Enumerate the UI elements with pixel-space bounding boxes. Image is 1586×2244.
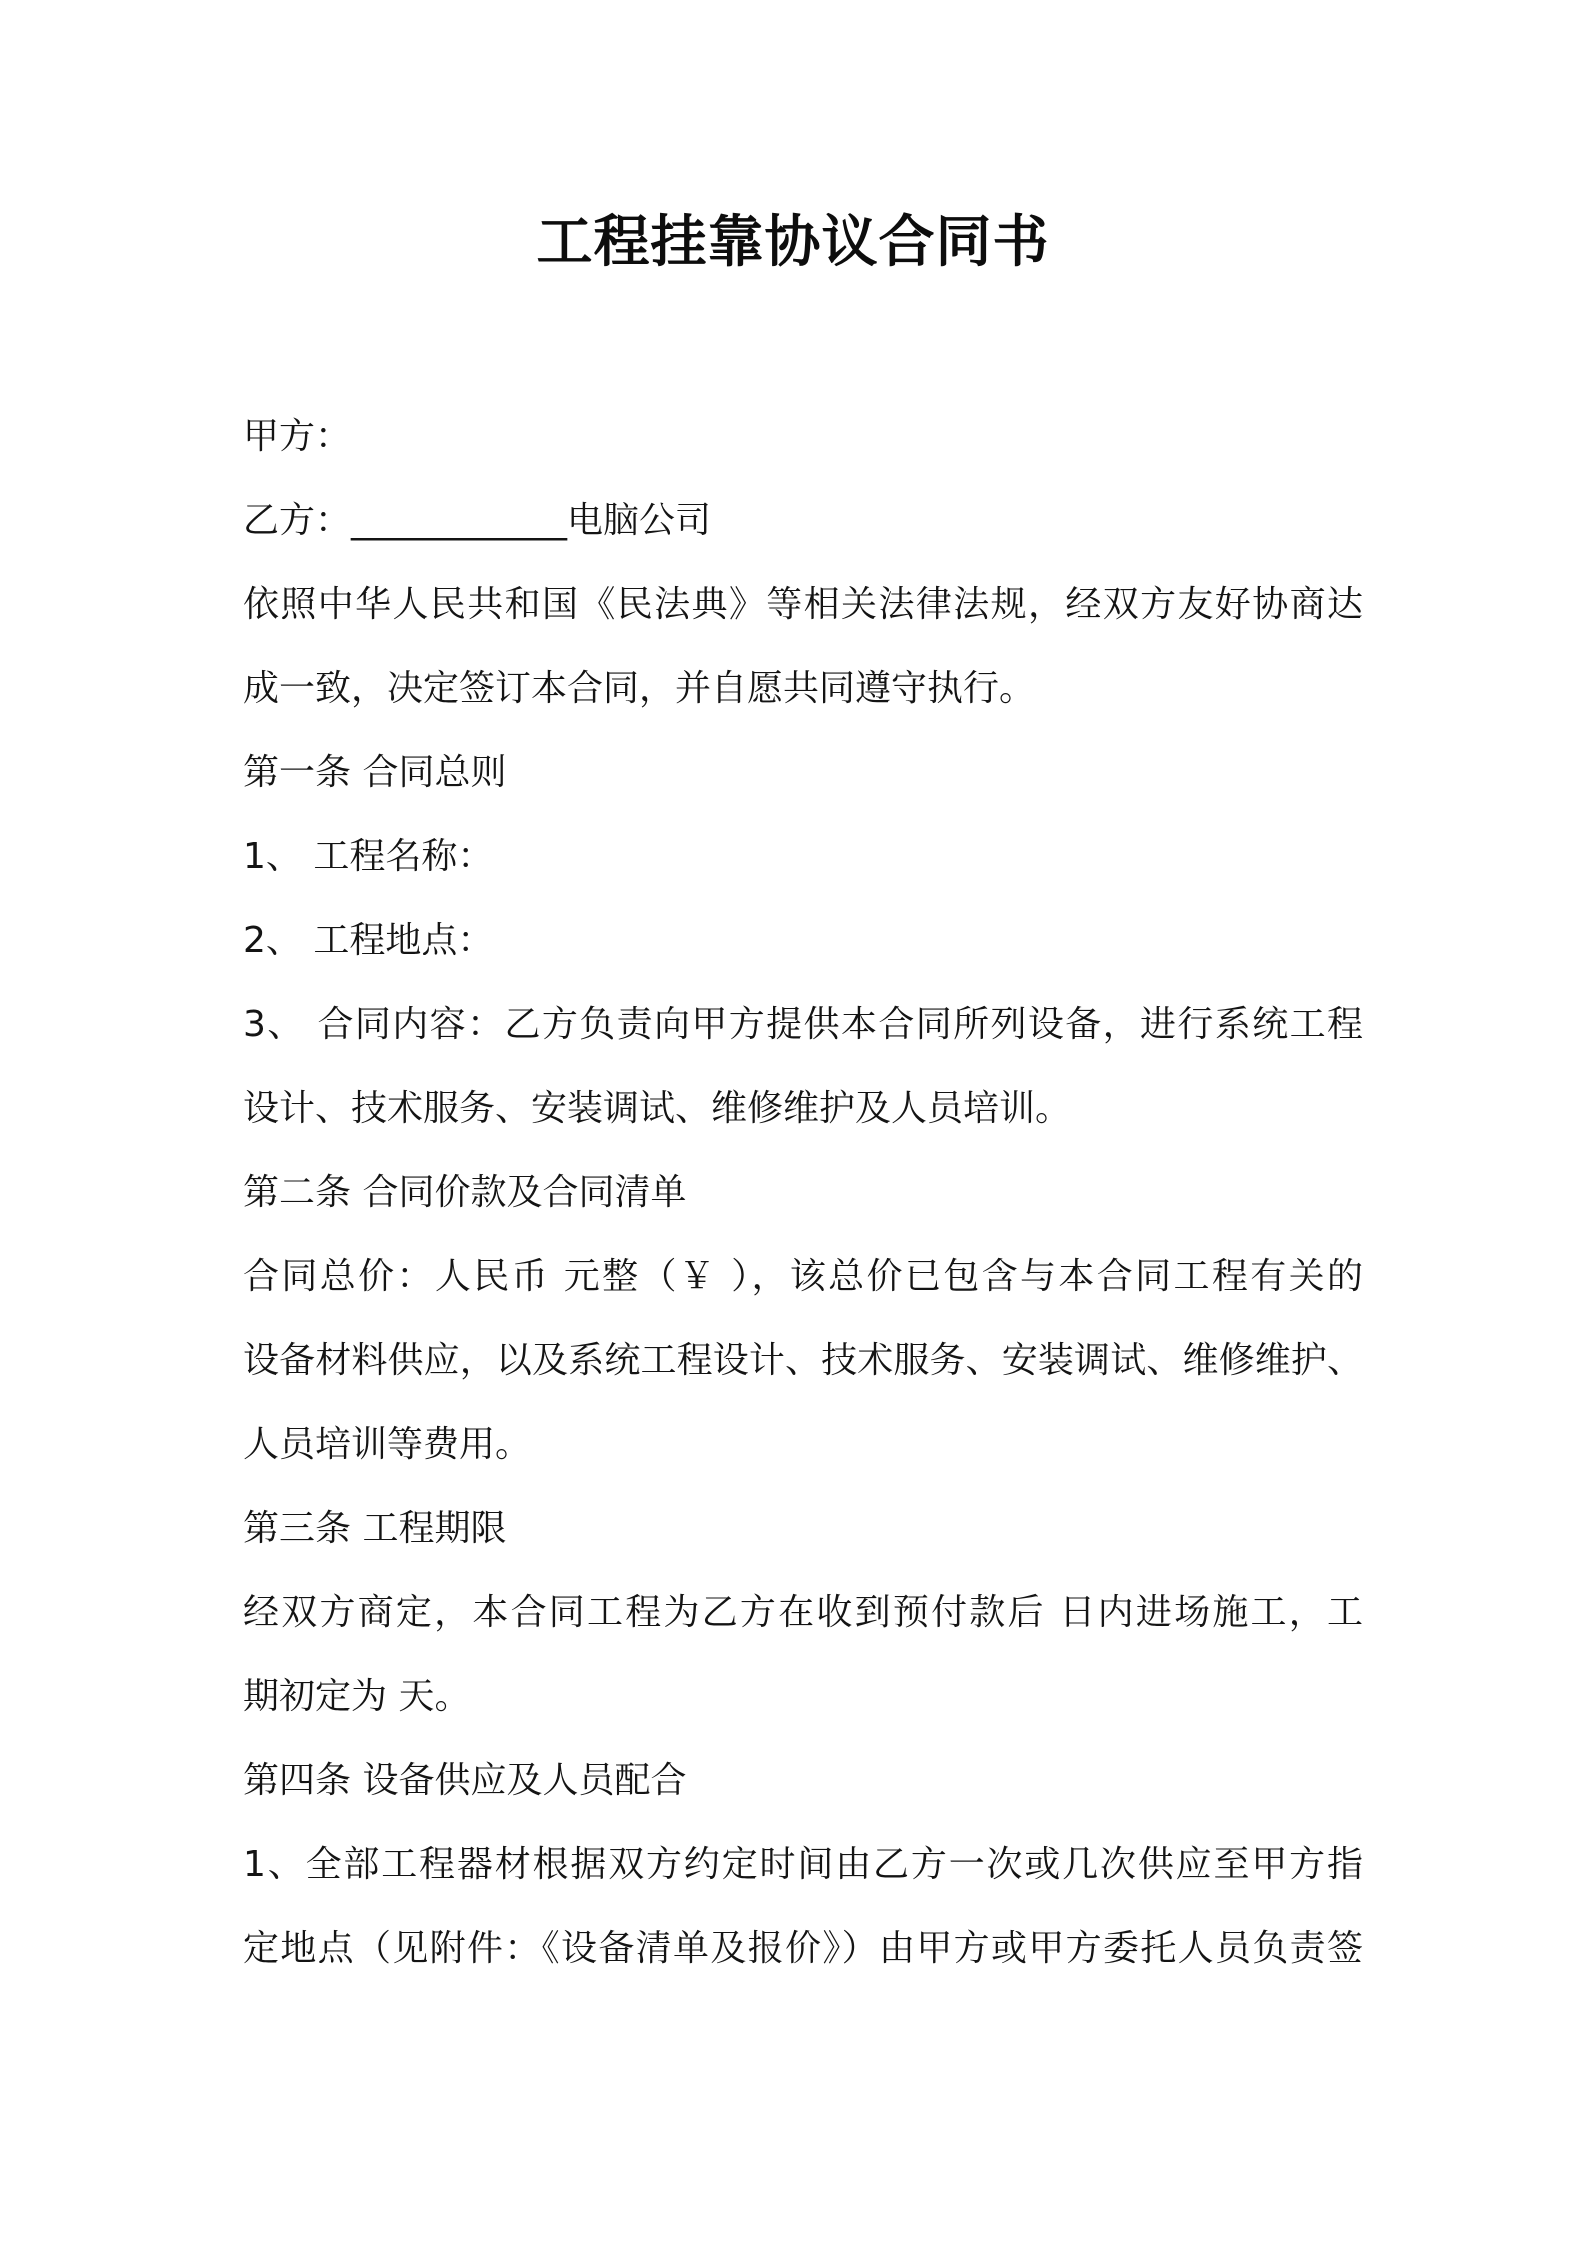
article-3-term-line-1: 经双方商定，本合同工程为乙方在收到预付款后 日内进场施工，工 [243,1592,1363,1633]
article-1-item-2: 2、 工程地点： [243,920,494,961]
document-title: 工程挂靠协议合同书 [536,210,1050,275]
party-a-line: 甲方： [243,416,352,457]
article-2-heading: 第二条 合同价款及合同清单 [243,1172,687,1213]
article-1-item-1: 1、 工程名称： [243,836,494,877]
article-4-item-1-line-2: 定地点（见附件：《设备清单及报价》）由甲方或甲方委托人员负责签 [243,1928,1363,1969]
article-1-item-3-line-2: 设计、技术服务、安装调试、维修维护及人员培训。 [243,1088,1072,1129]
article-4-heading: 第四条 设备供应及人员配合 [243,1760,687,1801]
article-1-heading: 第一条 合同总则 [243,752,507,793]
article-1-item-3-line-1: 3、 合同内容：乙方负责向甲方提供本合同所列设备，进行系统工程 [243,1004,1363,1045]
article-2-price-line-2: 设备材料供应，以及系统工程设计、技术服务、安装调试、维修维护、 [243,1340,1363,1381]
article-2-price-line-1: 合同总价：人民币 元整（￥ ），该总价已包含与本合同工程有关的 [243,1256,1363,1297]
article-4-item-1-line-1: 1、全部工程器材根据双方约定时间由乙方一次或几次供应至甲方指 [243,1844,1363,1885]
article-2-price-line-3: 人员培训等费用。 [243,1424,532,1465]
party-b-line: 乙方：____________电脑公司 [243,500,712,541]
preamble-line-2: 成一致，决定签订本合同，并自愿共同遵守执行。 [243,668,1036,709]
article-3-term-line-2: 期初定为 天。 [243,1676,471,1717]
article-3-heading: 第三条 工程期限 [243,1508,507,1549]
preamble-line-1: 依照中华人民共和国《民法典》等相关法律法规，经双方友好协商达 [243,584,1363,625]
